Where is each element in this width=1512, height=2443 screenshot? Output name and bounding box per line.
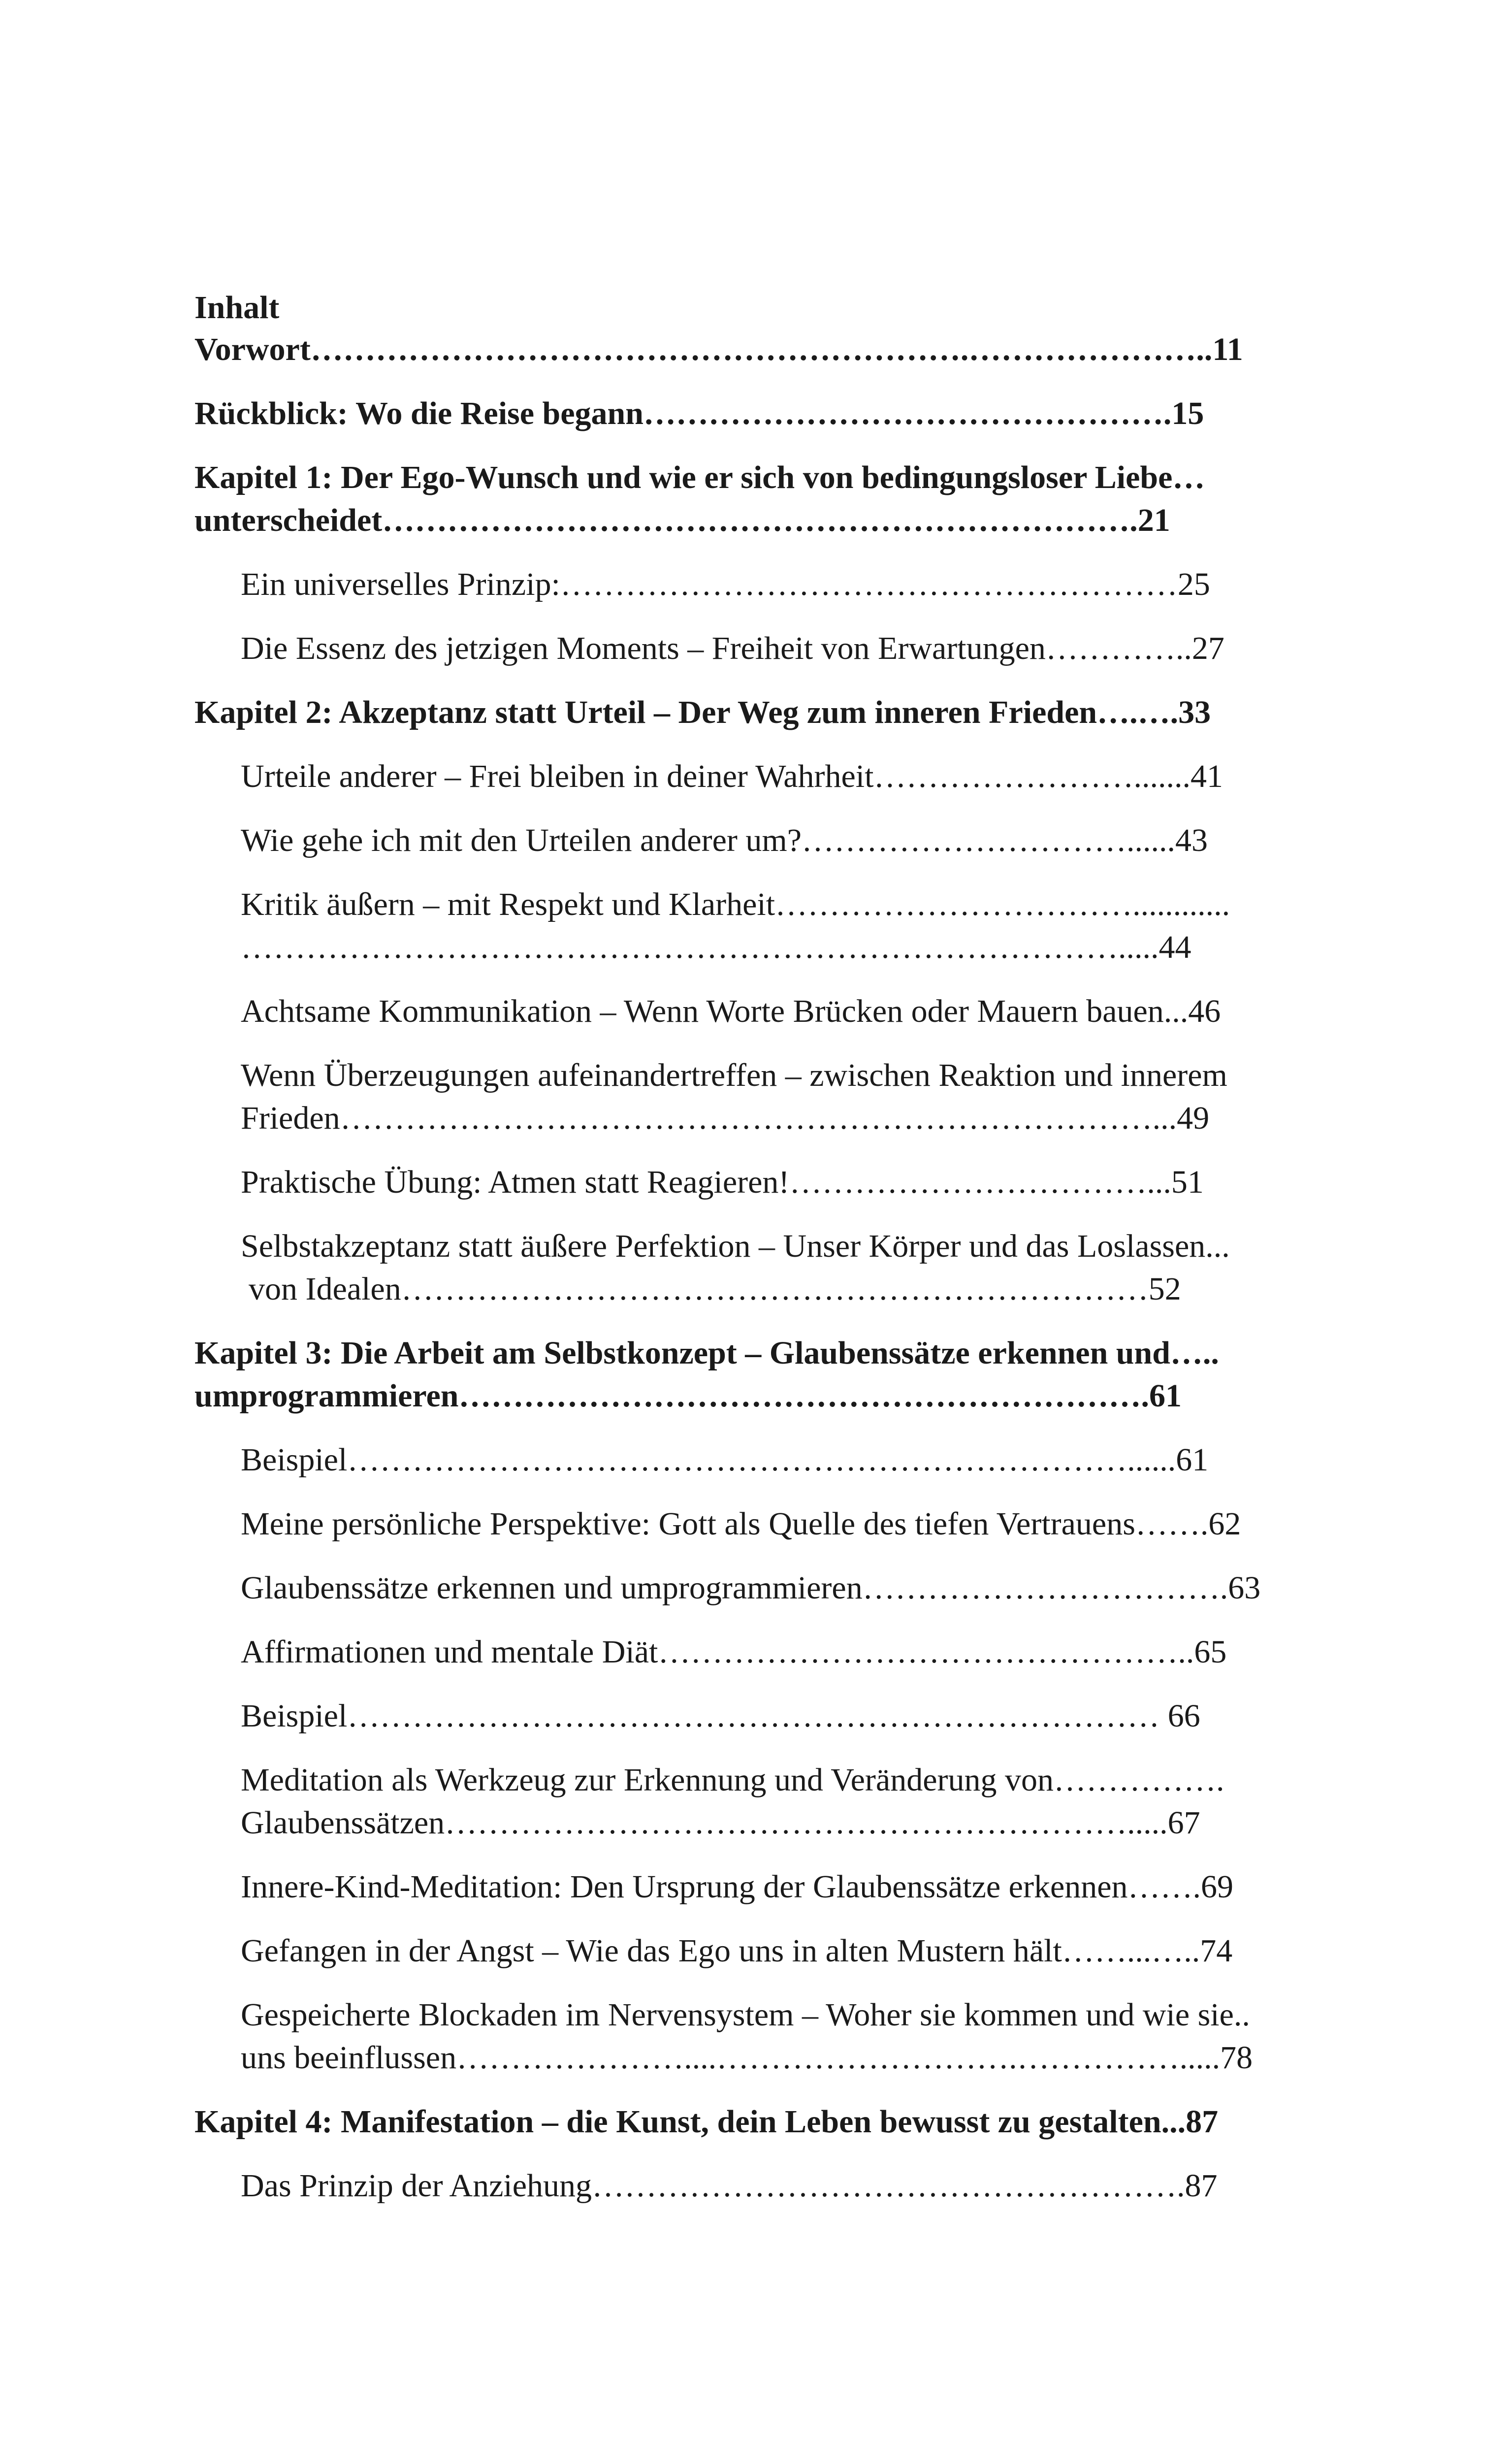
toc-entry: Achtsame Kommunikation – Wenn Worte Brücken oder Mauern bauen...46 [241,993,1221,1029]
toc-entry: Rückblick: Wo die Reise begann………………………………………….15 [194,395,1204,431]
toc-title: Inhalt [194,290,280,326]
toc-entry: Meine persönliche Perspektive: Gott als Quelle des tiefen Vertrauens…….62 [241,1506,1241,1542]
toc-entry: Glaubenssätzen……………………………………………………….....67 [241,1805,1200,1841]
toc-entry: ……………………………………………………………………….....44 [241,929,1191,965]
toc-entry: Ein universelles Prinzip:…………………………………………………25 [241,566,1210,602]
toc-entry: Innere-Kind-Meditation: Den Ursprung der Glaubenssätze erkennen…….69 [241,1869,1234,1905]
toc-entry: Wie gehe ich mit den Urteilen anderer um?…………………………......43 [241,822,1208,858]
toc-entry: Die Essenz des jetzigen Moments – Freiheit von Erwartungen…………..27 [241,630,1224,666]
toc-entry: Kapitel 3: Die Arbeit am Selbstkonzept – Glaubenssätze erkennen und….. [194,1335,1219,1371]
toc-entry: Gespeicherte Blockaden im Nervensystem – Woher sie kommen und wie sie.. [241,1997,1250,2033]
toc-entry: Meditation als Werkzeug zur Erkennung und Veränderung von……………. [241,1762,1224,1798]
toc-entry: Frieden…………………………………………………………………...49 [241,1100,1210,1136]
toc-entry: Urteile anderer – Frei bleiben in deiner Wahrheit…………………….......41 [241,758,1223,794]
toc-entry: von Idealen……………………………………………………………52 [249,1271,1181,1307]
toc-entry: umprogrammieren……………………………………………………….61 [194,1378,1182,1414]
toc-entry: Glaubenssätze erkennen und umprogrammieren…………………………….63 [241,1570,1261,1606]
toc-entry: Kapitel 4: Manifestation – die Kunst, dein Leben bewusst zu gestalten...87 [194,2104,1219,2140]
toc-entry: Beispiel………………………………………………………………......61 [241,1442,1209,1478]
toc-entry: Vorwort…………………………………………………….…………………..11 [194,331,1243,367]
toc-entry: Das Prinzip der Anziehung……………………………………………….87 [241,2168,1218,2204]
toc-entry: Affirmationen und mentale Diät…………………………………………..65 [241,1634,1227,1670]
toc-entry: uns beeinflussen…………………....……………………….…………….....78 [241,2040,1253,2076]
toc-entry: Selbstakzeptanz statt äußere Perfektion – Unser Körper und das Loslassen... [241,1228,1230,1264]
toc-entry: unterscheidet…………………………………………………………….21 [194,502,1170,538]
toc-entry: Kapitel 2: Akzeptanz statt Urteil – Der Weg zum inneren Frieden….….33 [194,694,1211,730]
toc-entry: Kritik äußern – mit Respekt und Klarheit……………………………............ [241,886,1230,922]
toc-entry: Gefangen in der Angst – Wie das Ego uns in alten Mustern hält……...…..74 [241,1933,1233,1969]
toc-entry: Beispiel………………………………………………………………… 66 [241,1698,1200,1734]
toc-entry: Wenn Überzeugungen aufeinandertreffen – zwischen Reaktion und innerem [241,1057,1227,1093]
toc-entry: Kapitel 1: Der Ego-Wunsch und wie er sich von bedingungsloser Liebe… [194,459,1205,495]
toc-entry: Praktische Übung: Atmen statt Reagieren!……………………………...51 [241,1164,1204,1200]
